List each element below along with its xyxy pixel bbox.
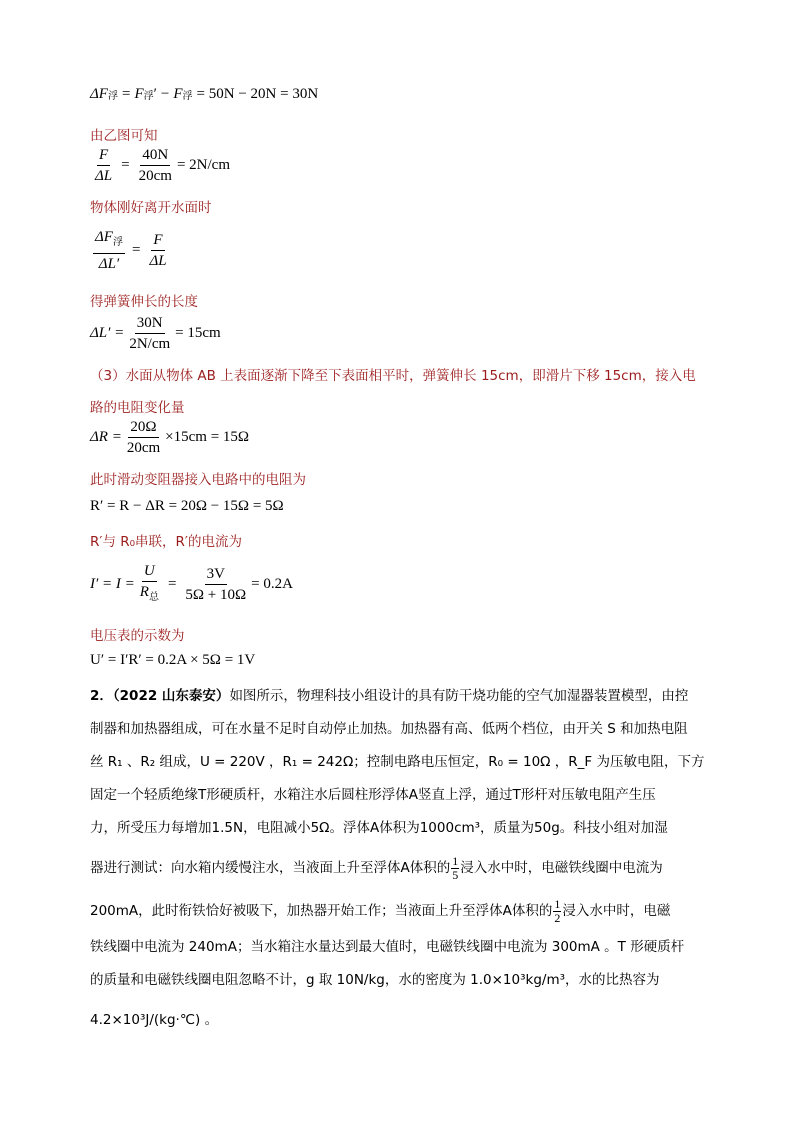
fraction: $\frac{F}{\Delta L}$ — [149, 232, 167, 269]
eq-term: F — [173, 86, 183, 102]
text-spring: 得弹簧伸长的长度 — [90, 294, 198, 310]
equation-current — [90, 562, 293, 607]
eq-sub: 浮 — [182, 91, 193, 102]
eq-term: ΔF — [90, 86, 108, 102]
text-resistor: 此时滑动变阻器接入电路中的电阻为 — [90, 472, 306, 488]
problem-2-line: 丝 R₁ 、R₂ 组成，U = 220V ，R₁ = 242Ω；控制电路电压恒定，R₀ = 10Ω ，R_F 为压敏电阻，下方 — [90, 754, 705, 770]
fraction: $\frac{20\Omega}{20cm}$ — [126, 419, 161, 456]
eq-rest: ×15cm = 15Ω — [165, 429, 250, 445]
eq-term: F — [134, 86, 144, 102]
fraction-one-fifth: $\frac{1}{5}$ — [452, 853, 459, 882]
eq-term: I′ = I = — [90, 576, 135, 592]
problem-2-line: 制器和加热器组成，可在水量不足时自动停止加热。加热器有高、低两个档位，由开关 S 和加热电阻 — [90, 721, 688, 737]
problem-2 — [90, 680, 708, 1043]
equation-delta-f — [90, 86, 318, 103]
text-series: R′与 R₀串联，R′的电流为 — [90, 534, 242, 550]
equation-r-prime — [90, 498, 284, 515]
equation-proportion: $\frac{\Delta F_浮}{\Delta L'}$ = $\frac{F}{\Delta L}$ — [95, 229, 167, 272]
eq-op: = — [121, 86, 131, 102]
text-leave-water: 物体刚好离开水面时 — [90, 200, 212, 216]
eq-rest: = 50N − 20N = 30N — [196, 86, 319, 102]
problem-2-line: 固定一个轻质绝缘T形硬质杆，水箱注水后圆柱形浮体A竖直上浮，通过T形杆对压敏电阻产生压 — [90, 787, 656, 803]
text-voltmeter: 电压表的示数为 — [90, 628, 185, 644]
fraction: $\frac{F}{\Delta L}$ — [95, 147, 113, 184]
eq-term: U′ = I′R′ = 0.2A × 5Ω = 1V — [90, 652, 256, 668]
eq-term: ΔL′ = — [90, 325, 125, 341]
equation-delta-l — [90, 314, 221, 353]
eq-prime: ′ — [153, 86, 157, 102]
fraction: $\frac{3V}{5\Omega + 10\Omega}$ — [185, 566, 247, 603]
eq-op: − — [160, 86, 170, 102]
fraction-one-half: $\frac{1}{2}$ — [554, 896, 561, 925]
equation-ratio: $\frac{F}{\Delta L}$ = $\frac{40N}{20cm}$ = 2N/cm — [95, 147, 230, 184]
text-from-graph: 由乙图可知 — [90, 128, 158, 144]
eq-rest: = 2N/cm — [176, 157, 230, 173]
eq-term: R′ = R − ΔR = 20Ω − 15Ω = 5Ω — [90, 498, 284, 514]
fraction: $\frac{40N}{20cm}$ — [138, 147, 172, 184]
eq-term: ΔR = — [90, 429, 122, 445]
text-part3-line1: （3）水面从物体 AB 上表面逐渐下降至下表面相平时，弹簧伸长 15cm，即滑片下移 15cm，接入电 — [90, 368, 696, 384]
fraction: $\frac{30N}{2N/cm}$ — [129, 315, 171, 352]
problem-2-line: 4.2×10³J/(kg·℃) 。 — [90, 1012, 219, 1028]
problem-2-line: 的质量和电磁铁线圈电阻忽略不计，g 取 10N/kg，水的密度为 1.0×10³kg/m³，水的比热容为 — [90, 972, 660, 988]
problem-2-line: 200mA，此时衔铁恰好被吸下，加热器开始工作；当液面上升至浮体A体积的 $\frac{1}{2}$ 浸入水中时，电磁 — [90, 896, 671, 925]
equation-delta-r — [90, 418, 249, 457]
eq-rest: = 15cm — [175, 325, 221, 341]
problem-2-line: 器进行测试：向水箱内缓慢注水，当液面上升至浮体A体积的 $\frac{1}{5}$ 浸入水中时，电磁铁线圈中电流为 — [90, 853, 663, 882]
fraction: $\frac{\Delta F_浮}{\Delta L'}$ — [95, 229, 123, 272]
problem-2-line: 铁线圈中电流为 240mA；当水箱注水量达到最大值时，电磁铁线圈中电流为 300mA 。T 形硬质杆 — [90, 939, 685, 955]
eq-rest: = 0.2A — [251, 576, 293, 592]
problem-2-line: 力，所受压力每增加1.5N，电阻减小5Ω。浮体A体积为1000cm³，质量为50g。科技小组对加湿 — [90, 820, 668, 836]
text-part3-line2: 路的电阻变化量 — [90, 400, 185, 416]
fraction: $\frac{U}{R_总}$ — [139, 563, 159, 603]
problem-2-line: 2．（2022 山东泰安）如图所示，物理科技小组设计的具有防干烧功能的空气加湿器装置模型，由控 — [90, 688, 689, 704]
eq-op: = — [167, 576, 177, 592]
eq-sub: 浮 — [143, 91, 154, 102]
eq-sub: 浮 — [107, 91, 118, 102]
equation-voltage — [90, 652, 255, 669]
